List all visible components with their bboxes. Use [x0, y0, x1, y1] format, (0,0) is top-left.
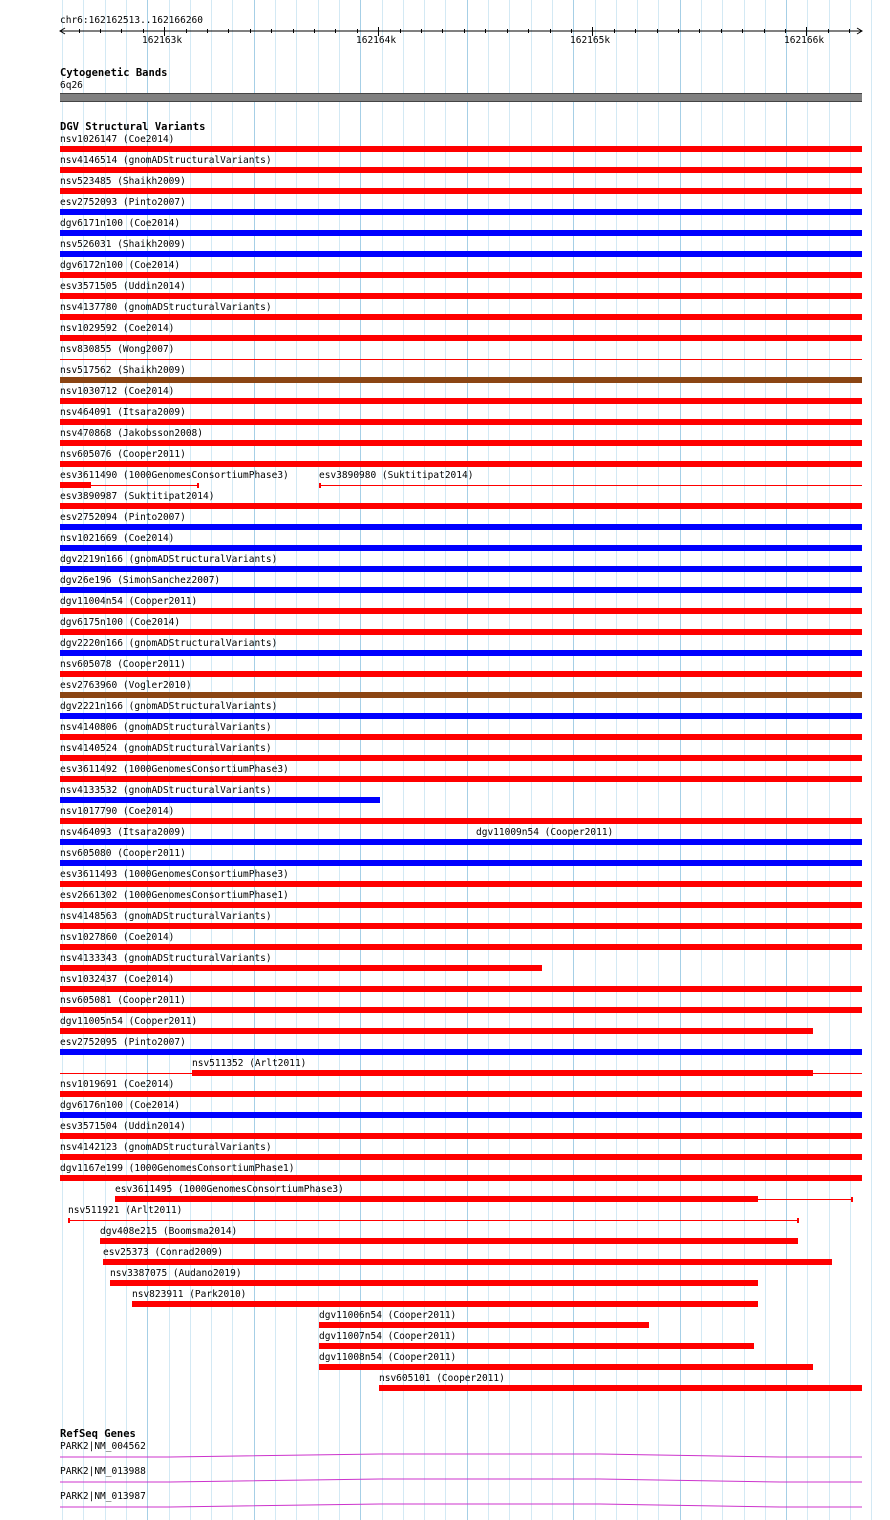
- variant-label[interactable]: dgv2219n166 (gnomADStructuralVariants): [60, 554, 278, 565]
- gene-intron-path: [60, 1504, 862, 1507]
- cytoband-track-title: Cytogenetic Bands: [60, 67, 168, 79]
- variant-label[interactable]: esv2752095 (Pinto2007): [60, 1037, 186, 1048]
- variant-label[interactable]: esv2752093 (Pinto2007): [60, 197, 186, 208]
- gene-label[interactable]: PARK2|NM_013988: [60, 1466, 146, 1477]
- variant-label[interactable]: nsv4146514 (gnomADStructuralVariants): [60, 155, 272, 166]
- variant-label[interactable]: nsv464091 (Itsara2009): [60, 407, 186, 418]
- variant-label[interactable]: nsv823911 (Park2010): [132, 1289, 247, 1300]
- ruler-tick-label: 162164k: [356, 35, 397, 46]
- variant-label[interactable]: nsv1021669 (Coe2014): [60, 533, 175, 544]
- variant-label[interactable]: esv3611492 (1000GenomesConsortiumPhase3): [60, 764, 289, 775]
- variant-label[interactable]: nsv4142123 (gnomADStructuralVariants): [60, 1142, 272, 1153]
- variant-label[interactable]: dgv6172n100 (Coe2014): [60, 260, 181, 271]
- variant-label[interactable]: nsv1019691 (Coe2014): [60, 1079, 175, 1090]
- variant-track-title: DGV Structural Variants: [60, 121, 206, 133]
- ruler-tick-label: 162165k: [570, 35, 611, 46]
- variant-label[interactable]: dgv2221n166 (gnomADStructuralVariants): [60, 701, 278, 712]
- variant-label[interactable]: esv3571505 (Uddin2014): [60, 281, 186, 292]
- variant-label[interactable]: nsv526031 (Shaikh2009): [60, 239, 186, 250]
- variant-label[interactable]: esv2763960 (Vogler2010): [60, 680, 192, 691]
- variant-label[interactable]: nsv4133532 (gnomADStructuralVariants): [60, 785, 272, 796]
- ruler-tick-label: 162166k: [784, 35, 825, 46]
- gene-label[interactable]: PARK2|NM_004562: [60, 1441, 146, 1452]
- variant-label[interactable]: esv3571504 (Uddin2014): [60, 1121, 186, 1132]
- variant-label[interactable]: esv3890987 (Suktitipat2014): [60, 491, 215, 502]
- variant-label[interactable]: nsv605080 (Cooper2011): [60, 848, 186, 859]
- variant-label[interactable]: nsv1017790 (Coe2014): [60, 806, 175, 817]
- variant-label[interactable]: nsv605081 (Cooper2011): [60, 995, 186, 1006]
- variant-label[interactable]: nsv470868 (Jakobsson2008): [60, 428, 203, 439]
- variant-label[interactable]: esv2661302 (1000GenomesConsortiumPhase1): [60, 890, 289, 901]
- variant-label[interactable]: dgv11005n54 (Cooper2011): [60, 1016, 198, 1027]
- variant-label[interactable]: dgv26e196 (SimonSanchez2007): [60, 575, 221, 586]
- variant-label[interactable]: dgv6176n100 (Coe2014): [60, 1100, 181, 1111]
- variant-label[interactable]: esv3890980 (Suktitipat2014): [319, 470, 474, 481]
- variant-label[interactable]: nsv1027860 (Coe2014): [60, 932, 175, 943]
- variant-label[interactable]: dgv408e215 (Boomsma2014): [100, 1226, 238, 1237]
- variant-label[interactable]: nsv3387075 (Audano2019): [110, 1268, 242, 1279]
- variant-label[interactable]: dgv6171n100 (Coe2014): [60, 218, 181, 229]
- gene-label[interactable]: PARK2|NM_013987: [60, 1491, 146, 1502]
- variant-label[interactable]: esv3611495 (1000GenomesConsortiumPhase3): [115, 1184, 344, 1195]
- variant-label[interactable]: esv2752094 (Pinto2007): [60, 512, 186, 523]
- variant-label[interactable]: nsv4137780 (gnomADStructuralVariants): [60, 302, 272, 313]
- variant-label[interactable]: dgv1167e199 (1000GenomesConsortiumPhase1): [60, 1163, 295, 1174]
- variant-label[interactable]: dgv11009n54 (Cooper2011): [476, 827, 614, 838]
- cytoband-label: 6q26: [60, 80, 83, 91]
- ruler-tick-label: 162163k: [142, 35, 183, 46]
- variant-label[interactable]: dgv11007n54 (Cooper2011): [319, 1331, 457, 1342]
- variant-label[interactable]: dgv2220n166 (gnomADStructuralVariants): [60, 638, 278, 649]
- variant-label[interactable]: nsv1029592 (Coe2014): [60, 323, 175, 334]
- variant-label[interactable]: esv3611490 (1000GenomesConsortiumPhase3): [60, 470, 289, 481]
- variant-label[interactable]: nsv4140806 (gnomADStructuralVariants): [60, 722, 272, 733]
- ruler-location: chr6:162162513..162166260: [60, 15, 203, 26]
- variant-label[interactable]: nsv605101 (Cooper2011): [379, 1373, 505, 1384]
- variant-label[interactable]: nsv523485 (Shaikh2009): [60, 176, 186, 187]
- variant-label[interactable]: nsv511352 (Arlt2011): [192, 1058, 307, 1069]
- variant-label[interactable]: nsv511921 (Arlt2011): [68, 1205, 183, 1216]
- variant-label[interactable]: nsv4140524 (gnomADStructuralVariants): [60, 743, 272, 754]
- variant-label[interactable]: dgv6175n100 (Coe2014): [60, 617, 181, 628]
- variant-label[interactable]: nsv4133343 (gnomADStructuralVariants): [60, 953, 272, 964]
- variant-label[interactable]: nsv1026147 (Coe2014): [60, 134, 175, 145]
- gene-track-title: RefSeq Genes: [60, 1428, 136, 1440]
- variant-label[interactable]: dgv11006n54 (Cooper2011): [319, 1310, 457, 1321]
- variant-label[interactable]: dgv11008n54 (Cooper2011): [319, 1352, 457, 1363]
- variant-label[interactable]: nsv4148563 (gnomADStructuralVariants): [60, 911, 272, 922]
- variant-label[interactable]: nsv605078 (Cooper2011): [60, 659, 186, 670]
- variant-label[interactable]: esv25373 (Conrad2009): [103, 1247, 224, 1258]
- variant-label[interactable]: nsv1030712 (Coe2014): [60, 386, 175, 397]
- variant-label[interactable]: esv3611493 (1000GenomesConsortiumPhase3): [60, 869, 289, 880]
- variant-label[interactable]: nsv830855 (Wong2007): [60, 344, 175, 355]
- variant-label[interactable]: nsv605076 (Cooper2011): [60, 449, 186, 460]
- variant-label[interactable]: nsv517562 (Shaikh2009): [60, 365, 186, 376]
- variant-label[interactable]: nsv464093 (Itsara2009): [60, 827, 186, 838]
- variant-label[interactable]: nsv1032437 (Coe2014): [60, 974, 175, 985]
- variant-label[interactable]: dgv11004n54 (Cooper2011): [60, 596, 198, 607]
